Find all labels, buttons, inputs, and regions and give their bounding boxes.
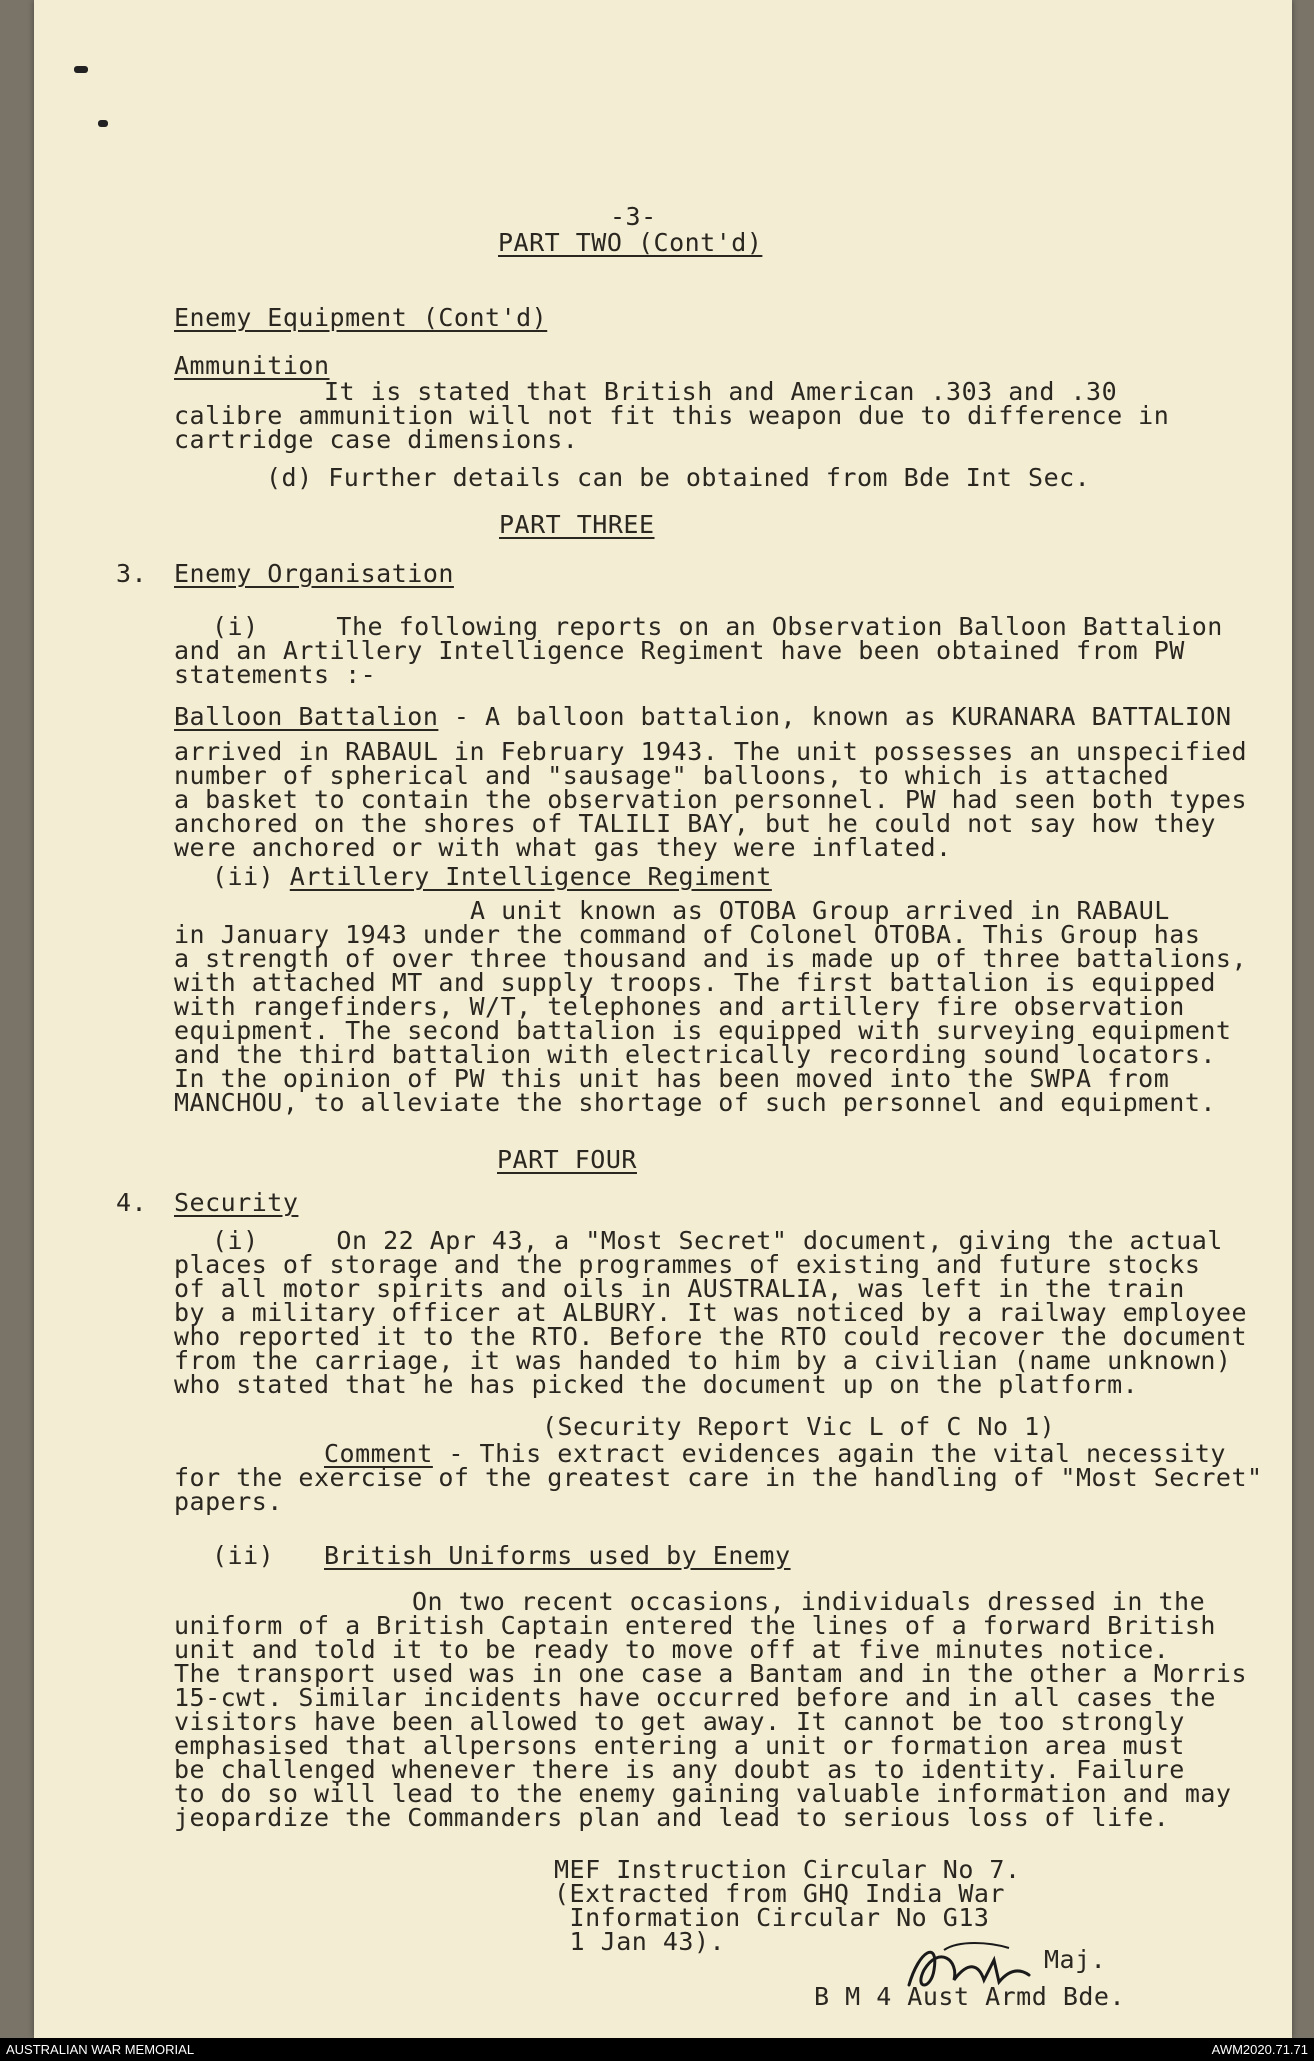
balloon-line: a basket to contain the observation personnel. PW had seen both types xyxy=(174,785,1248,814)
enemy-equipment-heading: Enemy Equipment (Cont'd) xyxy=(174,303,548,332)
section-4-heading: Security xyxy=(174,1188,299,1217)
security-line: places of storage and the programmes of existing and future stocks xyxy=(174,1250,1201,1279)
ammunition-line: cartridge case dimensions. xyxy=(174,425,579,454)
artillery-line: with rangefinders, W/T, telephones and artillery fire observation xyxy=(174,992,1185,1021)
comment-line: papers. xyxy=(174,1487,283,1516)
punch-mark xyxy=(74,66,88,73)
ammunition-heading: Ammunition xyxy=(174,351,330,380)
document-page xyxy=(34,0,1292,2038)
signature-block: B M 4 Aust Armd Bde. xyxy=(814,1982,1126,2011)
uniforms-line: uniform of a British Captain entered the lines of a forward British xyxy=(174,1611,1216,1640)
balloon-first-rest: - A balloon battalion, known as KURANARA BATTALION xyxy=(438,702,1232,731)
uniforms-line: 15-cwt. Similar incidents have occurred before and in all cases the xyxy=(174,1683,1216,1712)
section-3-number: 3. xyxy=(116,559,148,588)
ammunition-line: It is stated that British and American .303 and .30 xyxy=(324,377,1118,406)
part-four-heading: PART FOUR xyxy=(497,1145,637,1174)
balloon-line: arrived in RABAUL in February 1943. The unit possesses an unspecified xyxy=(174,737,1248,766)
artillery-line: and the third battalion with electrically recording sound locators. xyxy=(174,1040,1216,1069)
para-i-line: and an Artillery Intelligence Regiment have been obtained from PW xyxy=(174,636,1185,665)
security-line: by a military officer at ALBURY. It was noticed by a railway employee xyxy=(174,1298,1248,1327)
rank: Maj. xyxy=(1044,1945,1107,1974)
balloon-line: were anchored or with what gas they were inflated. xyxy=(174,833,952,862)
artillery-line: with attached MT and supply troops. The first battalion is equipped xyxy=(174,968,1216,997)
part-two-heading: PART TWO (Cont'd) xyxy=(498,228,763,257)
para-ii-prefix: (ii) xyxy=(212,862,290,891)
page-number: -3- xyxy=(610,202,657,231)
para-i-line: statements :- xyxy=(174,660,377,689)
punch-mark xyxy=(98,120,108,127)
ammunition-line: calibre ammunition will not fit this weapon due to difference in xyxy=(174,401,1170,430)
source-line: 1 Jan 43). xyxy=(554,1927,726,1956)
artillery-line: A unit known as OTOBA Group arrived in RABAUL xyxy=(470,896,1170,925)
uniforms-line: visitors have been allowed to get away. It cannot be too strongly xyxy=(174,1707,1185,1736)
comment-heading: Comment xyxy=(324,1439,433,1468)
uniforms-line: On two recent occasions, individuals dressed in the xyxy=(412,1587,1206,1616)
balloon-line: anchored on the shores of TALILI BAY, but he could not say how they xyxy=(174,809,1216,838)
uniforms-heading: British Uniforms used by Enemy xyxy=(324,1541,791,1570)
security-line: from the carriage, it was handed to him by a civilian (name unknown) xyxy=(174,1346,1232,1375)
uniforms-line: jeopardize the Commanders plan and lead to serious loss of life. xyxy=(174,1803,1170,1832)
uniforms-line: to do so will lead to the enemy gaining valuable information and may xyxy=(174,1779,1232,1808)
para-ii-heading-line xyxy=(212,862,772,891)
section-4-number: 4. xyxy=(116,1188,148,1217)
uniforms-line: unit and told it to be ready to move off at five minutes notice. xyxy=(174,1635,1170,1664)
security-line: who stated that he has picked the document up on the platform. xyxy=(174,1370,1139,1399)
source-line: MEF Instruction Circular No 7. xyxy=(554,1855,1021,1884)
balloon-line: number of spherical and "sausage" balloons, to which is attached xyxy=(174,761,1170,790)
artillery-line: in January 1943 under the command of Colonel OTOBA. This Group has xyxy=(174,920,1201,949)
comment-line: for the exercise of the greatest care in the handling of "Most Secret" xyxy=(174,1463,1263,1492)
artillery-line: a strength of over three thousand and is made up of three battalions, xyxy=(174,944,1248,973)
security-source: (Security Report Vic L of C No 1) xyxy=(542,1412,1056,1441)
security-line: of all motor spirits and oils in AUSTRALIA, was left in the train xyxy=(174,1274,1185,1303)
section-3-heading: Enemy Organisation xyxy=(174,559,454,588)
comment-first-rest: - This extract evidences again the vital necessity xyxy=(432,1439,1226,1468)
part-three-heading: PART THREE xyxy=(499,510,655,539)
uniforms-line: be challenged whenever there is any doubt as to identity. Failure xyxy=(174,1755,1185,1784)
uniforms-number: (ii) xyxy=(212,1541,275,1570)
source-line: (Extracted from GHQ India War xyxy=(554,1879,1005,1908)
item-d: (d) Further details can be obtained from Bde Int Sec. xyxy=(266,463,1091,492)
uniforms-line: emphasised that allpersons entering a unit or formation area must xyxy=(174,1731,1185,1760)
artillery-line: MANCHOU, to alleviate the shortage of such personnel and equipment. xyxy=(174,1088,1216,1117)
artillery-line: equipment. The second battalion is equipped with surveying equipment xyxy=(174,1016,1232,1045)
uniforms-line: The transport used was in one case a Bantam and in the other a Morris xyxy=(174,1659,1248,1688)
source-line: Information Circular No G13 xyxy=(554,1903,990,1932)
footer-right: AWM2020.71.71 xyxy=(1211,2042,1308,2057)
artillery-line: In the opinion of PW this unit has been moved into the SWPA from xyxy=(174,1064,1170,1093)
artillery-heading: Artillery Intelligence Regiment xyxy=(289,862,772,891)
balloon-first-line xyxy=(174,702,1232,731)
balloon-heading: Balloon Battalion xyxy=(174,702,439,731)
para-i-line: (i) The following reports on an Observation Balloon Battalion xyxy=(212,612,1223,641)
archive-footer xyxy=(0,2038,1314,2061)
security-line: (i) On 22 Apr 43, a "Most Secret" document, giving the actual xyxy=(212,1226,1223,1255)
security-line: who reported it to the RTO. Before the RTO could recover the document xyxy=(174,1322,1248,1351)
footer-left: AUSTRALIAN WAR MEMORIAL xyxy=(6,2042,195,2057)
